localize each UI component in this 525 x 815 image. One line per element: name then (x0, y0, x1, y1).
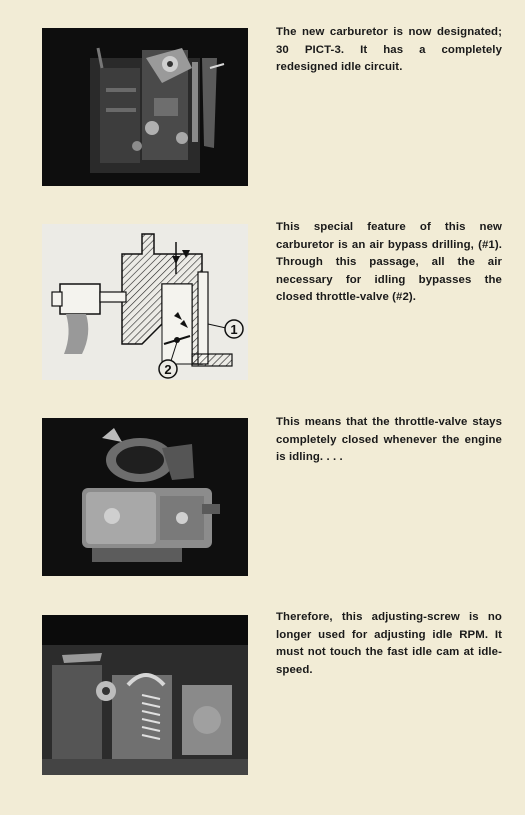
carburetor-photo-2 (42, 418, 248, 576)
air-bypass-diagram (42, 224, 248, 380)
callout-1: 1 (230, 322, 238, 337)
carburetor-photo-2-image (42, 418, 248, 576)
paragraph-adjusting-screw: Therefore, this adjusting-screw is no longer used for adjusting idle RPM. It must not touch the fast idle cam at idle-speed. (276, 611, 502, 676)
carburetor-photo-1-image (42, 28, 248, 186)
carburetor-photo-3 (42, 615, 248, 775)
carburetor-photo-1 (42, 28, 248, 186)
air-bypass-diagram-image (42, 224, 248, 380)
carburetor-photo-3-image (42, 615, 248, 775)
paragraph-carburetor-designation: The new carburetor is now designated; 30 PICT-3. It has a completely redesigned idle circuit. (276, 26, 502, 73)
paragraph-air-bypass: This special feature of this new carburetor is an air bypass drilling, (#1). Through this passage, all the air necessary for idling bypasses the closed throttle-valve (#2). (276, 221, 502, 303)
paragraph-throttle-closed: This means that the throttle-valve stays completely closed whenever the engine is idling. . . . (276, 416, 502, 463)
callout-2: 2 (164, 362, 172, 377)
